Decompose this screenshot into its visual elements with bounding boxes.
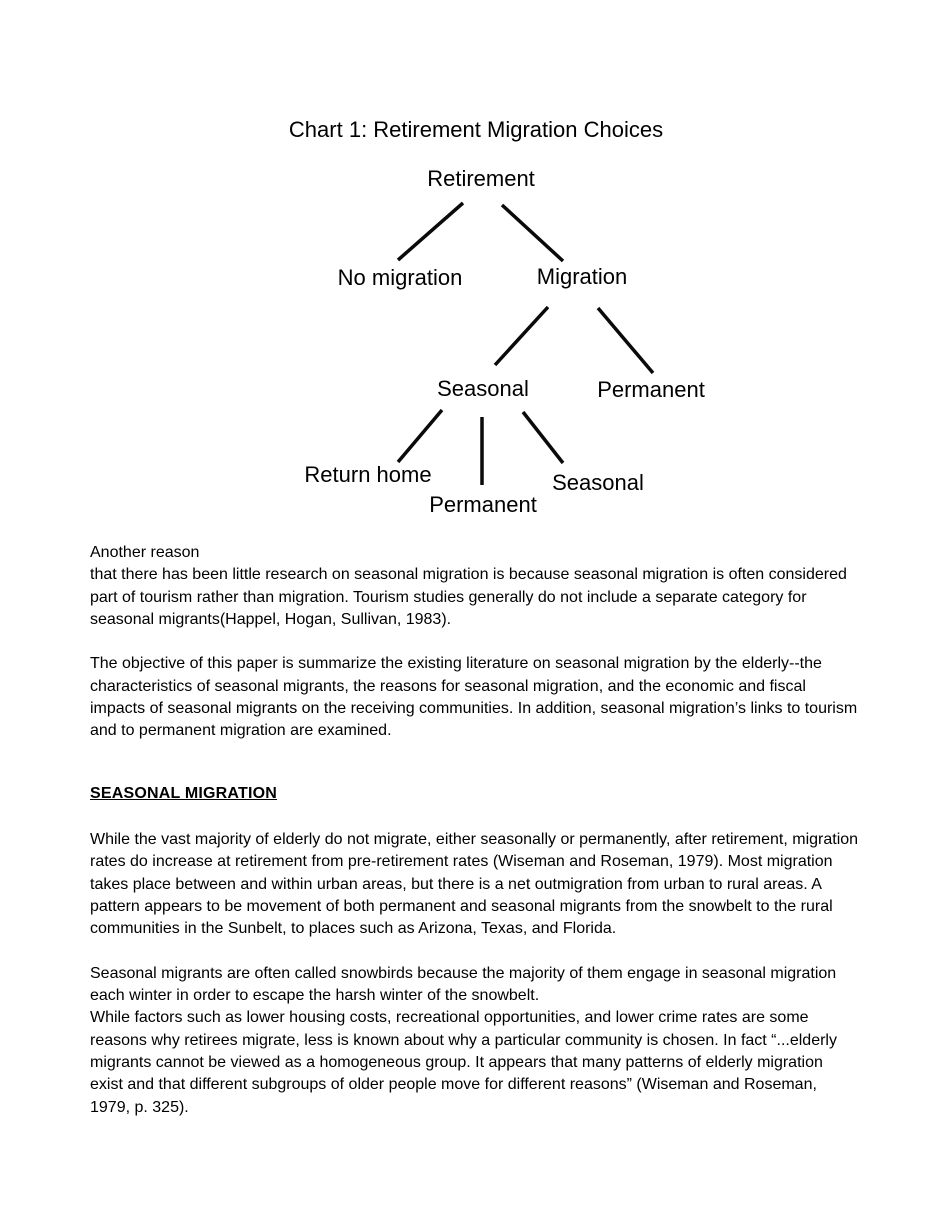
- edge-retirement-no-migration: [398, 203, 463, 260]
- tree-node-seasonal-seasonal: Seasonal: [552, 470, 644, 495]
- edge-migration-seasonal: [495, 307, 548, 365]
- paragraph-1: [90, 542, 860, 631]
- tree-node-permanent: Permanent: [597, 377, 705, 402]
- tree-node-migration: Migration: [536, 264, 628, 289]
- tree-node-seasonal: Seasonal: [437, 376, 529, 401]
- paragraph-4-part2: While factors such as lower housing costs, recreational opportunities, and lower crime rates are some reasons why retirees migrate, less is known about why a particular community is chosen. In fact “...elderly migrants cannot be viewed as a homogeneous group. It appears that many patterns of elderly migration exist and that different subgroups of older people move for different reasons” (Wiseman and Roseman, 1979, p. 325).: [90, 1009, 837, 1116]
- paragraph-1-lead-line: Another reason: [90, 544, 200, 561]
- tree-node-seasonal-permanent: Permanent: [429, 492, 537, 517]
- section-heading-seasonal-migration: SEASONAL MIGRATION: [90, 784, 278, 802]
- paragraph-3: While the vast majority of elderly do not migrate, either seasonally or permanently, after retirement, migration rates do increase at retirement from pre-retirement rates (Wiseman and Roseman, 1979). Most migration takes place between and within urban areas, but there is a net outmigration from urban to rural areas. A pattern appears to be movement of both permanent and seasonal migrants from the snowbelt to the rural communities in the Sunbelt, to places such as Arizona, Texas, and Florida.: [90, 830, 859, 938]
- tree-node-return-home: Return home: [304, 462, 432, 487]
- tree-node-no-migration: No migration: [337, 265, 463, 290]
- paragraph-2: The objective of this paper is summarize the existing literature on seasonal migration by the elderly--the characteristics of seasonal migrants, the reasons for seasonal migration, and the economic and fiscal impacts of seasonal migrants on the receiving communities. In addition, seasonal migration’s links to tourism and to permanent migration are examined.: [90, 655, 858, 740]
- tree-node-retirement: Retirement: [427, 166, 535, 191]
- paragraph-4-part1: Seasonal migrants are often called snowbirds because the majority of them engage in seasonal migration each winter in order to escape the harsh winter of the snowbelt.: [90, 964, 837, 1005]
- edge-seasonal-return-home: [398, 410, 442, 462]
- paragraph-4: [90, 963, 860, 1119]
- paragraph-1-rest: that there has been little research on seasonal migration is because seasonal migration is often considered part of tourism rather than migration. Tourism studies generally do not include a separate category for seasonal migrants(Happel, Hogan, Sullivan, 1983).: [90, 566, 847, 628]
- body-text: [90, 542, 860, 1141]
- edge-seasonal-seasonal: [523, 412, 563, 463]
- edge-retirement-migration: [502, 205, 563, 261]
- chart-title: Chart 1: Retirement Migration Choices: [288, 117, 664, 142]
- edge-migration-permanent: [598, 308, 653, 373]
- tree-diagram-lines: [0, 0, 952, 560]
